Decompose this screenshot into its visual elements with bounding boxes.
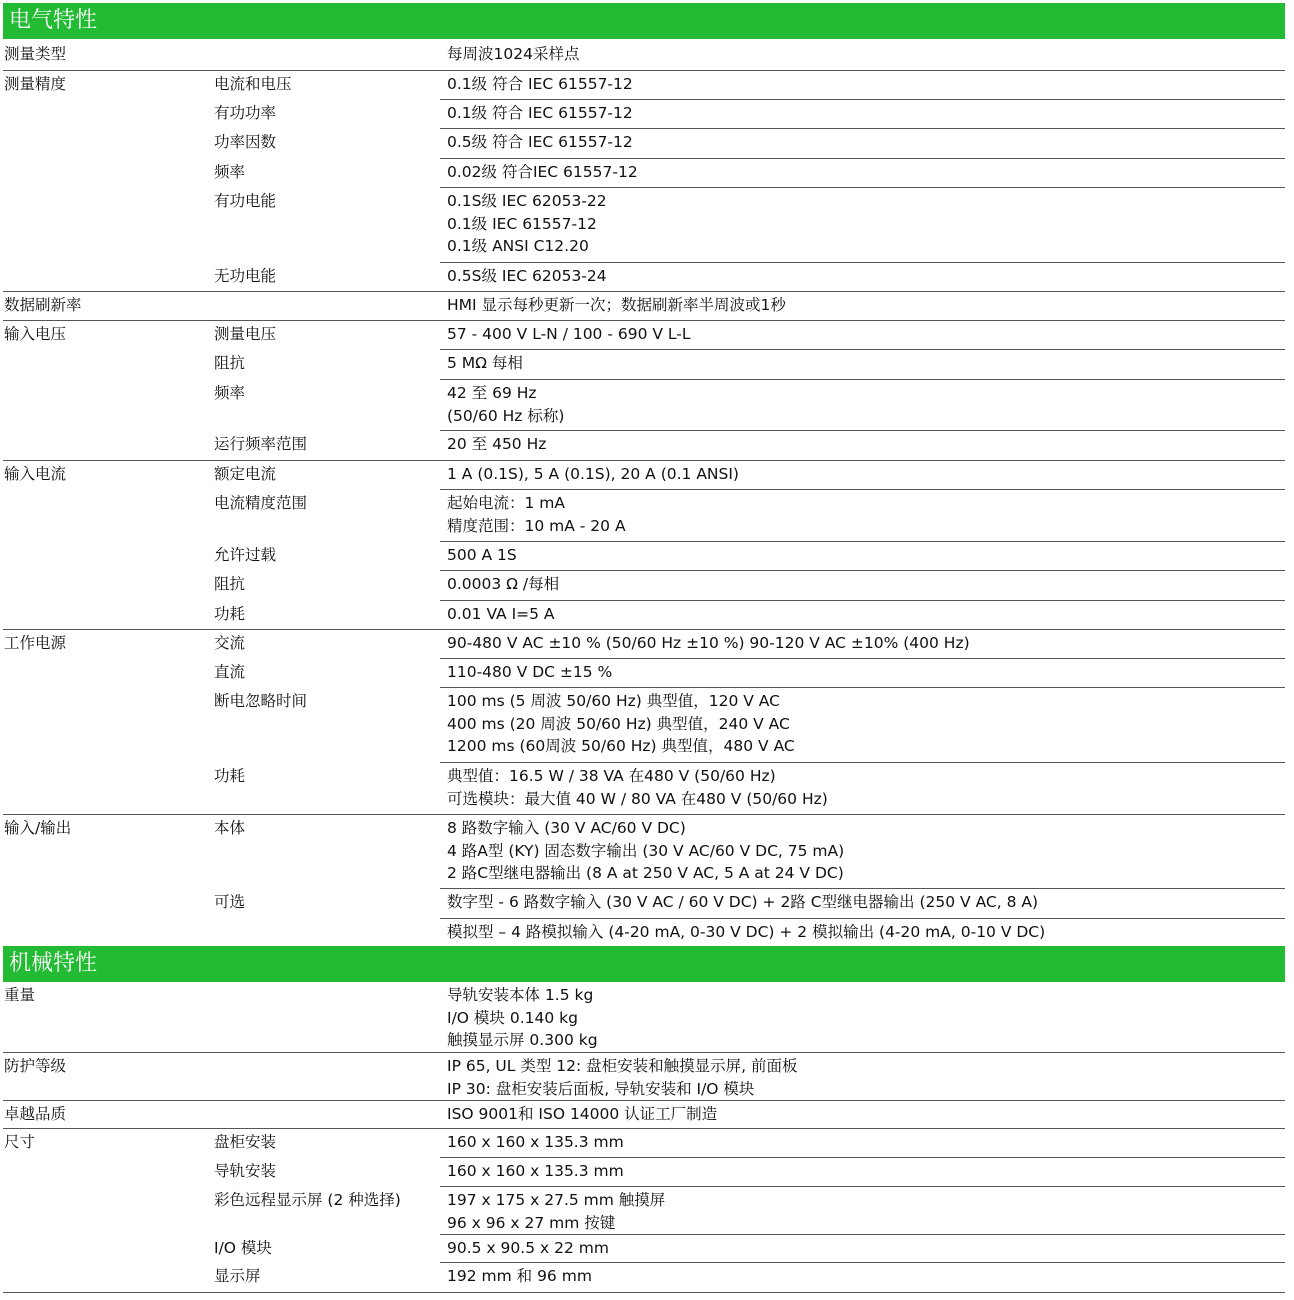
row-divider bbox=[3, 460, 1285, 461]
section-header: 电气特性 bbox=[3, 3, 1285, 39]
row-divider bbox=[3, 291, 1285, 292]
row-divider bbox=[440, 888, 1285, 889]
spec-value bbox=[447, 573, 559, 596]
row-divider bbox=[3, 1292, 1285, 1293]
spec-value-line: 1200 ms (60周波 50/60 Hz) 典型值，480 V AC bbox=[447, 737, 795, 755]
spec-category: 卓越品质 bbox=[4, 1105, 67, 1123]
row-divider bbox=[440, 99, 1285, 100]
row-divider bbox=[3, 1100, 1285, 1101]
spec-value-line: 160 x 160 x 135.3 mm bbox=[447, 1133, 624, 1151]
spec-value bbox=[447, 382, 564, 427]
spec-subcategory: 频率 bbox=[214, 163, 246, 181]
spec-subcategory: 频率 bbox=[214, 384, 246, 402]
spec-category: 测量精度 bbox=[4, 75, 67, 93]
spec-value-line: 0.5S级 IEC 62053-24 bbox=[447, 267, 607, 285]
row-divider bbox=[440, 1262, 1285, 1263]
spec-value-line: 触摸显示屏 0.300 kg bbox=[447, 1031, 598, 1049]
spec-category: 工作电源 bbox=[4, 634, 67, 652]
spec-value bbox=[447, 102, 633, 125]
row-divider bbox=[3, 814, 1285, 815]
row-divider bbox=[3, 1128, 1285, 1129]
spec-value-line: 8 路数字输入 (30 V AC/60 V DC) bbox=[447, 819, 686, 837]
row-divider bbox=[3, 1052, 1285, 1053]
spec-value-line: 100 ms (5 周波 50/60 Hz) 典型值，120 V AC bbox=[447, 692, 780, 710]
row-divider bbox=[3, 320, 1285, 321]
spec-value-line: 0.1级 IEC 61557-12 bbox=[447, 214, 597, 233]
spec-subcategory: 额定电流 bbox=[214, 465, 277, 483]
spec-value-line: 0.1S级 IEC 62053-22 bbox=[447, 192, 607, 210]
spec-value-line: 110-480 V DC ±15 % bbox=[447, 663, 613, 681]
spec-subcategory: 可选 bbox=[214, 893, 246, 911]
spec-value bbox=[447, 690, 795, 758]
spec-subcategory: 有功电能 bbox=[214, 192, 277, 210]
spec-value-line: 1 A (0.1S), 5 A (0.1S), 20 A (0.1 ANSI) bbox=[447, 465, 739, 483]
row-divider bbox=[440, 1186, 1285, 1187]
spec-value-line: 可选模块：最大值 40 W / 80 VA 在480 V (50/60 Hz) bbox=[447, 789, 828, 808]
row-divider bbox=[440, 541, 1285, 542]
spec-value bbox=[447, 1131, 624, 1154]
spec-value bbox=[447, 161, 638, 184]
spec-value bbox=[447, 265, 607, 288]
row-divider bbox=[440, 762, 1285, 763]
spec-category: 防护等级 bbox=[4, 1057, 67, 1075]
spec-value-line: 160 x 160 x 135.3 mm bbox=[447, 1162, 624, 1180]
spec-value bbox=[447, 1189, 665, 1234]
spec-subcategory: 电流和电压 bbox=[214, 75, 292, 93]
row-divider bbox=[440, 349, 1285, 350]
spec-value-line: 90-480 V AC ±10 % (50/60 Hz ±10 %) 90-120 V AC ±10% (400 Hz) bbox=[447, 634, 970, 652]
spec-value-line: 0.1级 符合 IEC 61557-12 bbox=[447, 104, 633, 122]
row-divider bbox=[440, 687, 1285, 688]
row-divider bbox=[440, 158, 1285, 159]
row-divider bbox=[440, 187, 1285, 188]
spec-value bbox=[447, 463, 739, 486]
spec-subcategory: 直流 bbox=[214, 663, 246, 681]
spec-value-line: 起始电流：1 mA bbox=[447, 494, 565, 512]
spec-value bbox=[447, 984, 598, 1052]
spec-value bbox=[447, 891, 1038, 914]
spec-value-line: I/O 模块 0.140 kg bbox=[447, 1008, 578, 1027]
spec-value bbox=[447, 1055, 797, 1100]
spec-subcategory: 电流精度范围 bbox=[214, 494, 308, 512]
spec-subcategory: 功率因数 bbox=[214, 133, 277, 151]
spec-value bbox=[447, 661, 612, 684]
spec-value-line: 2 路C型继电器输出 (8 A at 250 V AC, 5 A at 24 V DC) bbox=[447, 864, 844, 882]
spec-value bbox=[447, 323, 691, 346]
spec-value-line: 0.1级 符合 IEC 61557-12 bbox=[447, 75, 633, 93]
row-divider bbox=[440, 570, 1285, 571]
spec-subcategory: 阻抗 bbox=[214, 575, 246, 593]
spec-value bbox=[447, 352, 523, 375]
row-divider bbox=[3, 629, 1285, 630]
spec-value-line: 192 mm 和 96 mm bbox=[447, 1267, 592, 1285]
row-divider bbox=[440, 262, 1285, 263]
spec-category: 测量类型 bbox=[4, 45, 67, 63]
spec-subcategory: 阻抗 bbox=[214, 354, 246, 372]
spec-value-line: 0.0003 Ω /每相 bbox=[447, 575, 560, 593]
spec-value-line: ISO 9001和 ISO 14000 认证工厂制造 bbox=[447, 1105, 718, 1123]
spec-subcategory: 彩色远程显示屏 (2 种选择) bbox=[214, 1191, 401, 1209]
spec-value-line: 0.02级 符合IEC 61557-12 bbox=[447, 163, 638, 181]
spec-subcategory: 本体 bbox=[214, 819, 246, 837]
spec-value bbox=[447, 131, 633, 154]
spec-subcategory: 显示屏 bbox=[214, 1267, 261, 1285]
spec-value-line: IP 30: 盘柜安装后面板, 导轨安装和 I/O 模块 bbox=[447, 1079, 755, 1098]
spec-value bbox=[447, 190, 607, 258]
spec-value-line: 模拟型 – 4 路模拟输入 (4-20 mA, 0-30 V DC) + 2 模拟输出 (4-20 mA, 0-10 V DC) bbox=[447, 923, 1046, 941]
spec-value bbox=[447, 817, 844, 885]
spec-value-line: 0.01 VA I=5 A bbox=[447, 605, 555, 623]
spec-category: 输入/输出 bbox=[4, 819, 72, 837]
spec-subcategory: 允许过载 bbox=[214, 546, 277, 564]
spec-value bbox=[447, 433, 546, 456]
spec-value bbox=[447, 492, 626, 537]
spec-value bbox=[447, 921, 1045, 944]
spec-value-line: 197 x 175 x 27.5 mm 触摸屏 bbox=[447, 1191, 666, 1209]
spec-value-line: 0.5级 符合 IEC 61557-12 bbox=[447, 133, 633, 151]
row-divider bbox=[440, 658, 1285, 659]
section-header: 机械特性 bbox=[3, 946, 1285, 982]
spec-value-line: 0.1级 ANSI C12.20 bbox=[447, 237, 589, 255]
spec-value-line: 4 路A型 (KY) 固态数字输出 (30 V AC/60 V DC, 75 mA) bbox=[447, 841, 845, 860]
spec-value bbox=[447, 632, 970, 655]
spec-value-line: 5 MΩ 每相 bbox=[447, 354, 523, 372]
spec-subcategory: 导轨安装 bbox=[214, 1162, 277, 1180]
spec-value-line: 20 至 450 Hz bbox=[447, 435, 547, 453]
row-divider bbox=[3, 70, 1285, 71]
spec-category: 重量 bbox=[4, 986, 36, 1004]
spec-value bbox=[447, 603, 555, 626]
spec-value-line: 42 至 69 Hz bbox=[447, 384, 537, 402]
spec-value bbox=[447, 73, 633, 96]
spec-category: 尺寸 bbox=[4, 1133, 36, 1151]
spec-value bbox=[447, 43, 579, 66]
spec-value-line: 每周波1024采样点 bbox=[447, 45, 580, 63]
spec-category: 数据刷新率 bbox=[4, 296, 82, 314]
spec-value bbox=[447, 544, 517, 567]
row-divider bbox=[440, 600, 1285, 601]
spec-value-line: 90.5 x 90.5 x 22 mm bbox=[447, 1239, 609, 1257]
spec-value-line: (50/60 Hz 标称) bbox=[447, 406, 565, 425]
row-divider bbox=[440, 489, 1285, 490]
spec-value-line: 精度范围：10 mA - 20 A bbox=[447, 516, 626, 535]
spec-subcategory: I/O 模块 bbox=[214, 1239, 272, 1257]
spec-value bbox=[447, 1160, 624, 1183]
row-divider bbox=[440, 430, 1285, 431]
spec-value-line: 96 x 96 x 27 mm 按键 bbox=[447, 1213, 616, 1232]
spec-value bbox=[447, 294, 786, 317]
spec-category: 输入电流 bbox=[4, 465, 67, 483]
spec-value-line: IP 65, UL 类型 12: 盘柜安装和触摸显示屏, 前面板 bbox=[447, 1057, 798, 1075]
spec-value-line: 400 ms (20 周波 50/60 Hz) 典型值，240 V AC bbox=[447, 714, 790, 733]
row-divider bbox=[440, 1157, 1285, 1158]
spec-value-line: 导轨安装本体 1.5 kg bbox=[447, 986, 594, 1004]
spec-value-line: 典型值：16.5 W / 38 VA 在480 V (50/60 Hz) bbox=[447, 767, 776, 785]
spec-subcategory: 盘柜安装 bbox=[214, 1133, 277, 1151]
spec-value bbox=[447, 765, 828, 810]
spec-value-line: 500 A 1S bbox=[447, 546, 517, 564]
spec-subcategory: 无功电能 bbox=[214, 267, 277, 285]
spec-subcategory: 断电忽略时间 bbox=[214, 692, 308, 710]
spec-subcategory: 功耗 bbox=[214, 605, 246, 623]
row-divider bbox=[440, 918, 1285, 919]
spec-value-line: HMI 显示每秒更新一次；数据刷新率半周波或1秒 bbox=[447, 296, 786, 314]
spec-value bbox=[447, 1103, 717, 1126]
spec-value bbox=[447, 1237, 609, 1260]
row-divider bbox=[440, 379, 1285, 380]
spec-subcategory: 运行频率范围 bbox=[214, 435, 308, 453]
row-divider bbox=[440, 128, 1285, 129]
spec-subcategory: 功耗 bbox=[214, 767, 246, 785]
spec-value bbox=[447, 1265, 592, 1288]
spec-subcategory: 测量电压 bbox=[214, 325, 277, 343]
spec-category: 输入电压 bbox=[4, 325, 67, 343]
row-divider bbox=[440, 1234, 1285, 1235]
spec-value-line: 57 - 400 V L-N / 100 - 690 V L-L bbox=[447, 325, 691, 343]
spec-value-line: 数字型 - 6 路数字输入 (30 V AC / 60 V DC) + 2路 C型继电器输出 (250 V AC, 8 A) bbox=[447, 893, 1039, 911]
spec-subcategory: 有功功率 bbox=[214, 104, 277, 122]
spec-subcategory: 交流 bbox=[214, 634, 246, 652]
